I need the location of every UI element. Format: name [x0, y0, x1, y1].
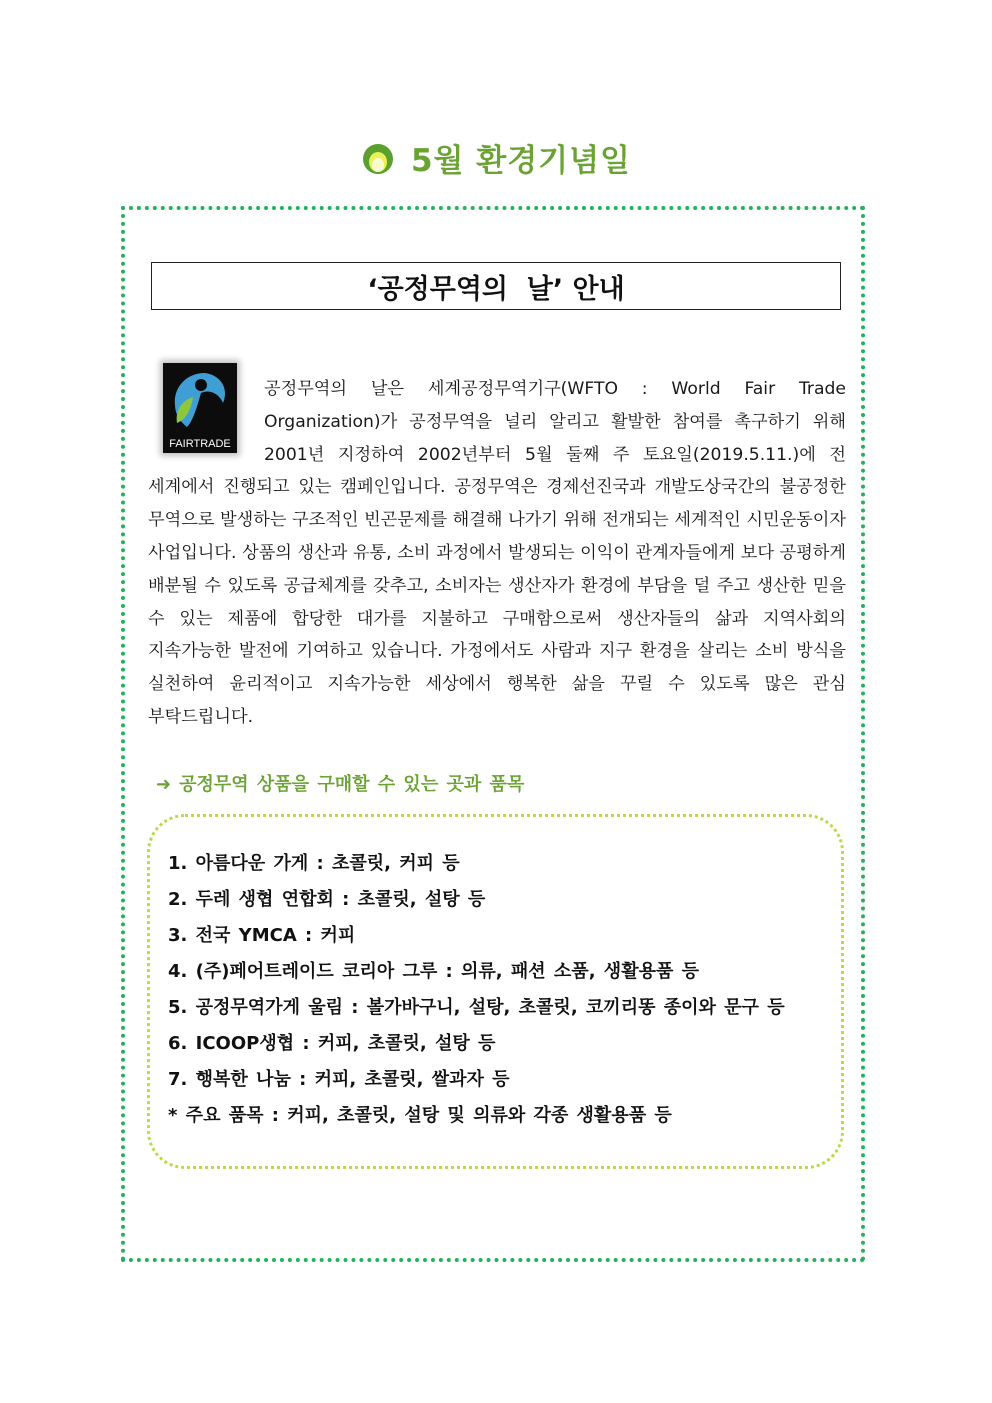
list-item: 4. (주)페어트레이드 코리아 그루 : 의류, 패션 소품, 생활용품 등	[168, 961, 700, 982]
list-item: 7. 행복한 나눔 : 커피, 초콜릿, 쌀과자 등	[168, 1069, 510, 1090]
shop-list	[168, 846, 785, 1134]
title-row	[0, 132, 992, 182]
section-heading	[156, 770, 524, 796]
page-title: 5월 환경기념일	[410, 142, 632, 179]
notice-title: ‘공정무역의 날’ 안내	[367, 273, 625, 305]
logo-text: FAIRTRADE	[169, 438, 231, 450]
list-item: 5. 공정무역가게 울림 : 볼가바구니, 설탕, 초콜릿, 코끼리똥 종이와 문구 등	[168, 997, 785, 1018]
section-heading-text: 공정무역 상품을 구매할 수 있는 곳과 품목	[179, 774, 525, 795]
logo-wrap-spacer	[148, 373, 264, 471]
list-item: 1. 아름다운 가게 : 초콜릿, 커피 등	[168, 853, 460, 874]
list-item: * 주요 품목 : 커피, 초콜릿, 설탕 및 의류와 각종 생활용품 등	[168, 1105, 672, 1126]
green-circle-bullet-icon	[361, 142, 395, 176]
intro-paragraph	[148, 373, 846, 734]
list-item: 6. ICOOP생협 : 커피, 초콜릿, 설탕 등	[168, 1033, 496, 1054]
list-item: 3. 전국 YMCA : 커피	[168, 925, 356, 946]
intro-text: 공정무역의 날은 세계공정무역기구(WFTO : World Fair Trade Organization)가 공정무역을 널리 알리고 활발한 참여를 촉구하기 위해 2001년 지정하여 2002년부터 5월 둘째 주 토요일(2019.5.11.)에 전 세계에서 진행되고 있는 캠페인입니다. 공정무역은 경제선진국과 개발도상국간의 불공정한 무역으로 발생하는 구조적인 빈곤문제를 해결해 나가기 위해 전개되는 세계적인 시민운동이자 사업입니다. 상품의 생산과 유통, 소비 과정에서 발생되는 이익이 관계자들에게 보다 공평하게 배분될 수 있도록 공급체계를 갖추고, 소비자는 생산자가 환경에 부담을 덜 주고 생산한 믿을 수 있는 제품에 합당한 대가를 지불하고 구매함으로써 생산자들의 삶과 지역사회의 지속가능한 발전에 기여하고 있습니다. 가정에서도 사람과 지구 환경을 살리는 소비 방식을 실천하여 윤리적이고 지속가능한 세상에서 행복한 삶을 꾸릴 수 있도록 많은 관심 부탁드립니다.	[148, 379, 846, 727]
list-item: 2. 두레 생협 연합회 : 초콜릿, 설탕 등	[168, 889, 486, 910]
notice-title-box	[151, 262, 841, 310]
arrow-right-icon: ➜	[156, 774, 172, 795]
